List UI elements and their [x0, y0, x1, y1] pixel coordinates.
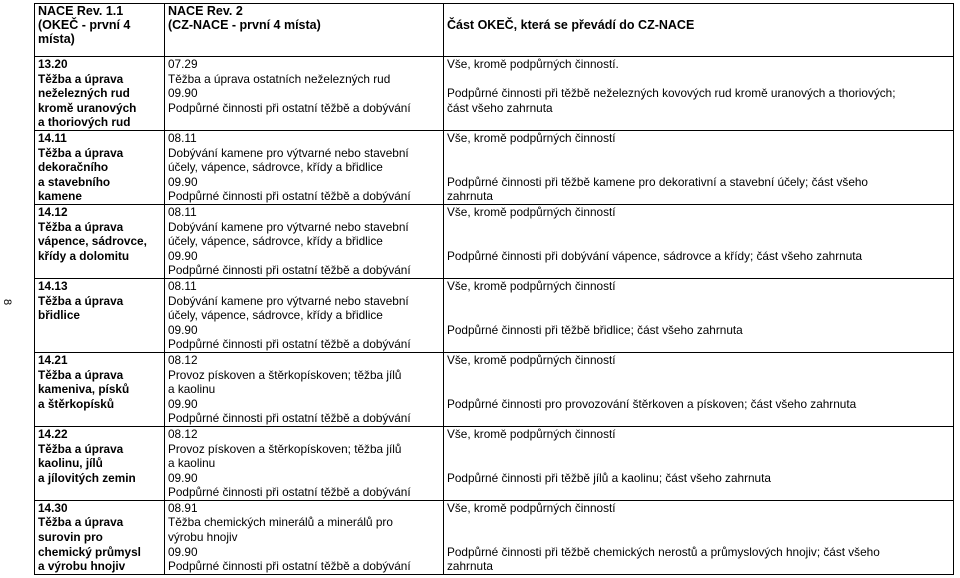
- nace2-code: 09.90: [168, 174, 198, 189]
- nace2-code: 08.11: [168, 204, 197, 219]
- nace11-title-line: a štěrkopísků: [38, 396, 115, 411]
- nace2-code: 09.90: [168, 396, 198, 411]
- part-text-line: zahrnuta: [447, 189, 493, 204]
- nace2-code: 08.12: [168, 426, 198, 441]
- nace2-code: 09.90: [168, 544, 198, 559]
- page-number: 8: [1, 298, 13, 306]
- part-text-line: Vše, kromě podpůrných činností: [447, 278, 616, 293]
- nace11-code: 14.22: [38, 426, 68, 441]
- part-entry: [447, 323, 953, 352]
- nace2-description-line: Těžba a úprava ostatních neželezných rud: [168, 71, 391, 86]
- part-text-line: Vše, kromě podpůrných činností: [447, 130, 616, 145]
- part-cell: [444, 426, 954, 500]
- nace2-cell: [165, 278, 444, 352]
- nace2-code: 07.29: [168, 57, 198, 71]
- table-header-row: [35, 4, 954, 57]
- nace11-cell: [35, 278, 165, 352]
- nace11-title-line: a stavebního: [38, 174, 111, 189]
- nace11-cell: [35, 57, 165, 131]
- part-text-line: Podpůrné činnosti při těžbě chemických nerostů a průmyslových hnojiv; část všeho: [447, 544, 880, 559]
- nace-correspondence-table: [34, 3, 954, 575]
- nace2-cell: [165, 130, 444, 204]
- nace2-entry: [168, 57, 443, 86]
- nace2-cell: [165, 352, 444, 426]
- table-row: [35, 426, 954, 500]
- nace2-entry: [168, 86, 443, 115]
- nace11-title-line: chemický průmysl: [38, 544, 141, 559]
- nace2-description-line: účely, vápence, sádrovce, křídy a břidlice: [168, 160, 383, 175]
- nace2-description-line: Provoz pískoven a štěrkopískoven; těžba jílů: [168, 441, 402, 456]
- nace11-code: 14.12: [38, 204, 68, 219]
- nace2-description-line: Dobývání kamene pro výtvarné nebo stavební: [168, 293, 409, 308]
- nace2-description-line: Dobývání kamene pro výtvarné nebo stavební: [168, 219, 409, 234]
- header-nace2-line: (CZ-NACE - první 4 místa): [168, 18, 321, 32]
- part-text-line: část všeho zahrnuta: [447, 100, 553, 115]
- nace2-code: 09.90: [168, 470, 198, 485]
- nace11-title-line: kaolinu, jílů: [38, 456, 103, 471]
- part-text-line: Podpůrné činnosti při těžbě břidlice; část všeho zahrnuta: [447, 322, 743, 337]
- nace2-description-line: Podpůrné činnosti při ostatní těžbě a dobývání: [168, 559, 411, 574]
- part-entry: [447, 501, 953, 545]
- nace2-code: 08.91: [168, 500, 198, 515]
- nace11-cell: [35, 130, 165, 204]
- part-text-line: Podpůrné činnosti při těžbě kamene pro dekorativní a stavební účely; část všeho: [447, 174, 868, 189]
- part-entry: [447, 131, 953, 175]
- nace11-title-line: a jílovitých zemin: [38, 470, 136, 485]
- header-nace11-line: NACE Rev. 1.1: [38, 4, 124, 18]
- nace2-description-line: Podpůrné činnosti při ostatní těžbě a dobývání: [168, 263, 411, 278]
- part-entry: [447, 397, 953, 426]
- part-cell: [444, 204, 954, 278]
- nace2-code: 09.90: [168, 248, 198, 263]
- nace11-code: 13.20: [38, 57, 68, 71]
- nace11-code: 14.21: [38, 352, 68, 367]
- nace2-entry: [168, 323, 443, 352]
- nace2-entry: [168, 397, 443, 426]
- nace11-code: 14.30: [38, 500, 68, 515]
- nace11-cell: [35, 352, 165, 426]
- nace11-title-line: Těžba a úprava: [38, 145, 124, 160]
- nace2-entry: [168, 205, 443, 249]
- nace11-title-line: vápence, sádrovce,: [38, 234, 147, 249]
- nace2-entry: [168, 501, 443, 545]
- part-text-line: Vše, kromě podpůrných činností: [447, 426, 616, 441]
- nace11-title-line: břidlice: [38, 308, 80, 323]
- nace11-title-line: křídy a dolomitu: [38, 248, 130, 263]
- table-row: [35, 57, 954, 131]
- nace2-code: 08.11: [168, 278, 197, 293]
- nace11-title-line: surovin pro: [38, 530, 103, 545]
- part-cell: [444, 130, 954, 204]
- nace2-entry: [168, 471, 443, 500]
- nace2-description-line: a kaolinu: [168, 456, 216, 471]
- nace11-title-line: neželezných rud: [38, 86, 130, 101]
- nace2-code: 08.12: [168, 352, 198, 367]
- nace2-description-line: Podpůrné činnosti při ostatní těžbě a dobývání: [168, 485, 411, 500]
- header-nace11: [35, 4, 165, 57]
- nace2-description-line: a kaolinu: [168, 382, 216, 397]
- nace2-code: 08.11: [168, 130, 197, 145]
- part-text-line: Podpůrné činnosti při těžbě neželezných kovových rud kromě uranových a thoriových;: [447, 86, 896, 101]
- nace11-title-line: Těžba a úprava: [38, 219, 124, 234]
- nace11-cell: [35, 500, 165, 574]
- part-text-line: Vše, kromě podpůrných činností: [447, 352, 616, 367]
- nace2-entry: [168, 353, 443, 397]
- part-text-line: Vše, kromě podpůrných činností: [447, 204, 616, 219]
- header-nace11-line: místa): [38, 32, 75, 46]
- nace11-title-line: dekoračního: [38, 160, 109, 175]
- nace2-description-line: Podpůrné činnosti při ostatní těžbě a dobývání: [168, 100, 411, 115]
- header-nace2: [165, 4, 444, 57]
- header-part: [444, 4, 954, 57]
- nace2-cell: [165, 500, 444, 574]
- nace2-entry: [168, 279, 443, 323]
- part-entry: [447, 279, 953, 323]
- nace2-entry: [168, 249, 443, 278]
- nace2-cell: [165, 57, 444, 131]
- part-cell: [444, 500, 954, 574]
- part-text-line: Podpůrné činnosti při těžbě jílů a kaolinu; část všeho zahrnuta: [447, 470, 771, 485]
- nace2-entry: [168, 427, 443, 471]
- part-entry: [447, 175, 953, 204]
- nace11-title-line: a thoriových rud: [38, 115, 131, 130]
- nace2-description-line: Dobývání kamene pro výtvarné nebo stavební: [168, 145, 409, 160]
- nace2-description-line: účely, vápence, sádrovce, křídy a břidlice: [168, 234, 383, 249]
- part-entry: [447, 545, 953, 574]
- nace2-description-line: Provoz pískoven a štěrkopískoven; těžba jílů: [168, 367, 402, 382]
- part-cell: [444, 352, 954, 426]
- header-nace2-line: NACE Rev. 2: [168, 4, 243, 18]
- part-entry: [447, 205, 953, 249]
- part-text-line: Podpůrné činnosti při dobývání vápence, sádrovce a křídy; část všeho zahrnuta: [447, 248, 863, 263]
- part-text-line: Podpůrné činnosti pro provozování štěrkoven a pískoven; část všeho zahrnuta: [447, 396, 857, 411]
- nace11-cell: [35, 204, 165, 278]
- nace2-entry: [168, 545, 443, 574]
- table-row: [35, 278, 954, 352]
- nace11-title-line: kromě uranových: [38, 100, 137, 115]
- nace2-code: 09.90: [168, 322, 198, 337]
- nace2-description-line: Podpůrné činnosti při ostatní těžbě a dobývání: [168, 411, 411, 426]
- nace2-description-line: výrobu hnojiv: [168, 530, 238, 545]
- part-text-line: Vše, kromě podpůrných činností.: [447, 57, 619, 71]
- nace11-title-line: Těžba a úprava: [38, 441, 124, 456]
- nace11-cell: [35, 426, 165, 500]
- table-row: [35, 500, 954, 574]
- nace2-code: 09.90: [168, 86, 198, 101]
- nace11-code: 14.11: [38, 130, 67, 145]
- header-nace11-line: (OKEČ - první 4: [38, 18, 131, 32]
- nace2-description-line: Podpůrné činnosti při ostatní těžbě a dobývání: [168, 189, 411, 204]
- part-cell: [444, 278, 954, 352]
- part-entry: [447, 57, 953, 86]
- nace11-title-line: Těžba a úprava: [38, 293, 124, 308]
- nace11-title-line: a výrobu hnojiv: [38, 559, 126, 574]
- part-entry: [447, 353, 953, 397]
- nace11-code: 14.13: [38, 278, 68, 293]
- table-row: [35, 130, 954, 204]
- nace2-entry: [168, 131, 443, 175]
- nace2-description-line: Podpůrné činnosti při ostatní těžbě a dobývání: [168, 337, 411, 352]
- header-part-text: Část OKEČ, která se převádí do CZ-NACE: [447, 18, 695, 32]
- nace2-cell: [165, 204, 444, 278]
- part-text-line: Vše, kromě podpůrných činností: [447, 500, 616, 515]
- nace11-title-line: Těžba a úprava: [38, 367, 124, 382]
- part-entry: [447, 427, 953, 471]
- nace2-description-line: Těžba chemických minerálů a minerálů pro: [168, 515, 393, 530]
- nace11-title-line: Těžba a úprava: [38, 71, 124, 86]
- nace11-title-line: Těžba a úprava: [38, 515, 124, 530]
- nace11-title-line: kamene: [38, 189, 82, 204]
- nace2-entry: [168, 175, 443, 204]
- part-entry: [447, 86, 953, 115]
- nace11-title-line: kameniva, písků: [38, 382, 130, 397]
- part-text-line: zahrnuta: [447, 559, 493, 574]
- nace2-cell: [165, 426, 444, 500]
- part-cell: [444, 57, 954, 131]
- table-row: [35, 204, 954, 278]
- table-row: [35, 352, 954, 426]
- part-entry: [447, 471, 953, 500]
- nace2-description-line: účely, vápence, sádrovce, křídy a břidlice: [168, 308, 383, 323]
- part-entry: [447, 249, 953, 278]
